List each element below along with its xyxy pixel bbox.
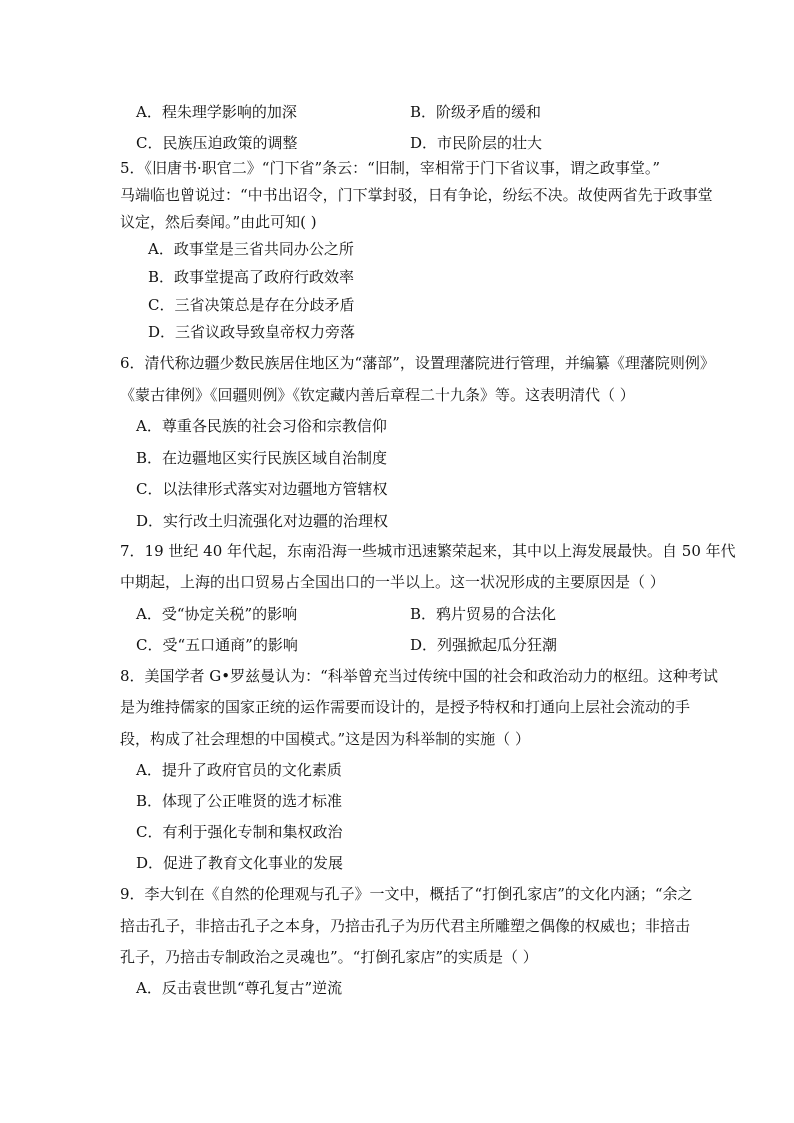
- q6-option-d: D．实行改土归流强化对边疆的治理权: [136, 512, 389, 530]
- q9-stem-line-2: 掊击孔子，非掊击孔子之本身，乃掊击孔子为历代君主所雕塑之偶像的权威也；非掊击: [120, 917, 691, 935]
- q5-stem-line-1: 5．《旧唐书·职官二》“门下省”条云：“旧制，宰相常于门下省议事，谓之政事堂。”: [120, 159, 660, 177]
- q9-stem-line-3: 孔子，乃掊击专制政治之灵魂也”。“打倒孔家店”的实质是（ ）: [120, 948, 538, 966]
- q5-stem-line-3: 议定，然后奏闻。”由此可知( ): [120, 213, 317, 231]
- q5-option-c: C．三省决策总是存在分歧矛盾: [148, 296, 355, 314]
- q5-option-a: A．政事堂是三省共同办公之所: [148, 240, 354, 258]
- q7-option-c: C．受“五口通商”的影响: [136, 636, 298, 654]
- q7-stem-line-2: 中期起，上海的出口贸易占全国出口的一半以上。这一状况形成的主要原因是（ ）: [120, 573, 665, 591]
- q5-stem-line-2: 马端临也曾说过：“中书出诏令，门下掌封驳，日有争论，纷纭不决。故使两省先于政事堂: [120, 186, 713, 204]
- q5-option-b: B．政事堂提高了政府行政效率: [148, 268, 355, 286]
- q8-option-b: B．体现了公正唯贤的选才标准: [136, 792, 343, 810]
- q5-option-d: D．三省议政导致皇帝权力旁落: [148, 323, 356, 341]
- q9-stem-line-1: 9．李大钊在《自然的伦理观与孔子》一文中，概括了“打倒孔家店”的文化内涵；“余之: [120, 885, 693, 903]
- q6-stem-line-2: 《蒙古律例》《回疆则例》《钦定藏内善后章程二十九条》等。这表明清代（ ）: [120, 386, 635, 404]
- q4-option-c: C．民族压迫政策的调整: [136, 134, 298, 152]
- q8-stem-line-3: 段，构成了社会理想的中国模式。”这是因为科举制的实施（ ）: [120, 730, 530, 748]
- q6-option-c: C．以法律形式落实对边疆地方管辖权: [136, 480, 388, 498]
- q7-option-b: B．鸦片贸易的合法化: [410, 605, 557, 623]
- q4-option-a: A．程朱理学影响的加深: [136, 103, 297, 121]
- q4-option-d: D．市民阶层的壮大: [410, 134, 543, 152]
- q9-option-a: A．反击袁世凯“尊孔复古”逆流: [136, 979, 343, 997]
- q7-option-a: A．受“协定关税”的影响: [136, 605, 298, 623]
- q8-stem-line-1: 8．美国学者 G•罗兹曼认为：“科举曾充当过传统中国的社会和政治动力的枢纽。这种考试: [120, 667, 718, 685]
- q8-stem-line-2: 是为维持儒家的国家正统的运作需要而设计的，是授予特权和打通向上层社会流动的手: [120, 698, 691, 716]
- q6-option-b: B．在边疆地区实行民族区域自治制度: [136, 449, 388, 467]
- q6-stem-line-1: 6．清代称边疆少数民族居住地区为“藩部”，设置理藩院进行管理，并编纂《理藩院则例》: [120, 354, 715, 372]
- q8-option-a: A．提升了政府官员的文化素质: [136, 761, 342, 779]
- q4-option-b: B．阶级矛盾的缓和: [410, 103, 542, 121]
- q8-option-d: D．促进了教育文化事业的发展: [136, 854, 344, 872]
- q7-option-d: D．列强掀起瓜分狂潮: [410, 636, 558, 654]
- q8-option-c: C．有利于强化专制和集权政治: [136, 823, 343, 841]
- q7-stem-line-1: 7．19 世纪 40 年代起，东南沿海一些城市迅速繁荣起来，其中以上海发展最快。自 50 年代: [120, 542, 736, 560]
- q6-option-a: A．尊重各民族的社会习俗和宗教信仰: [136, 417, 387, 435]
